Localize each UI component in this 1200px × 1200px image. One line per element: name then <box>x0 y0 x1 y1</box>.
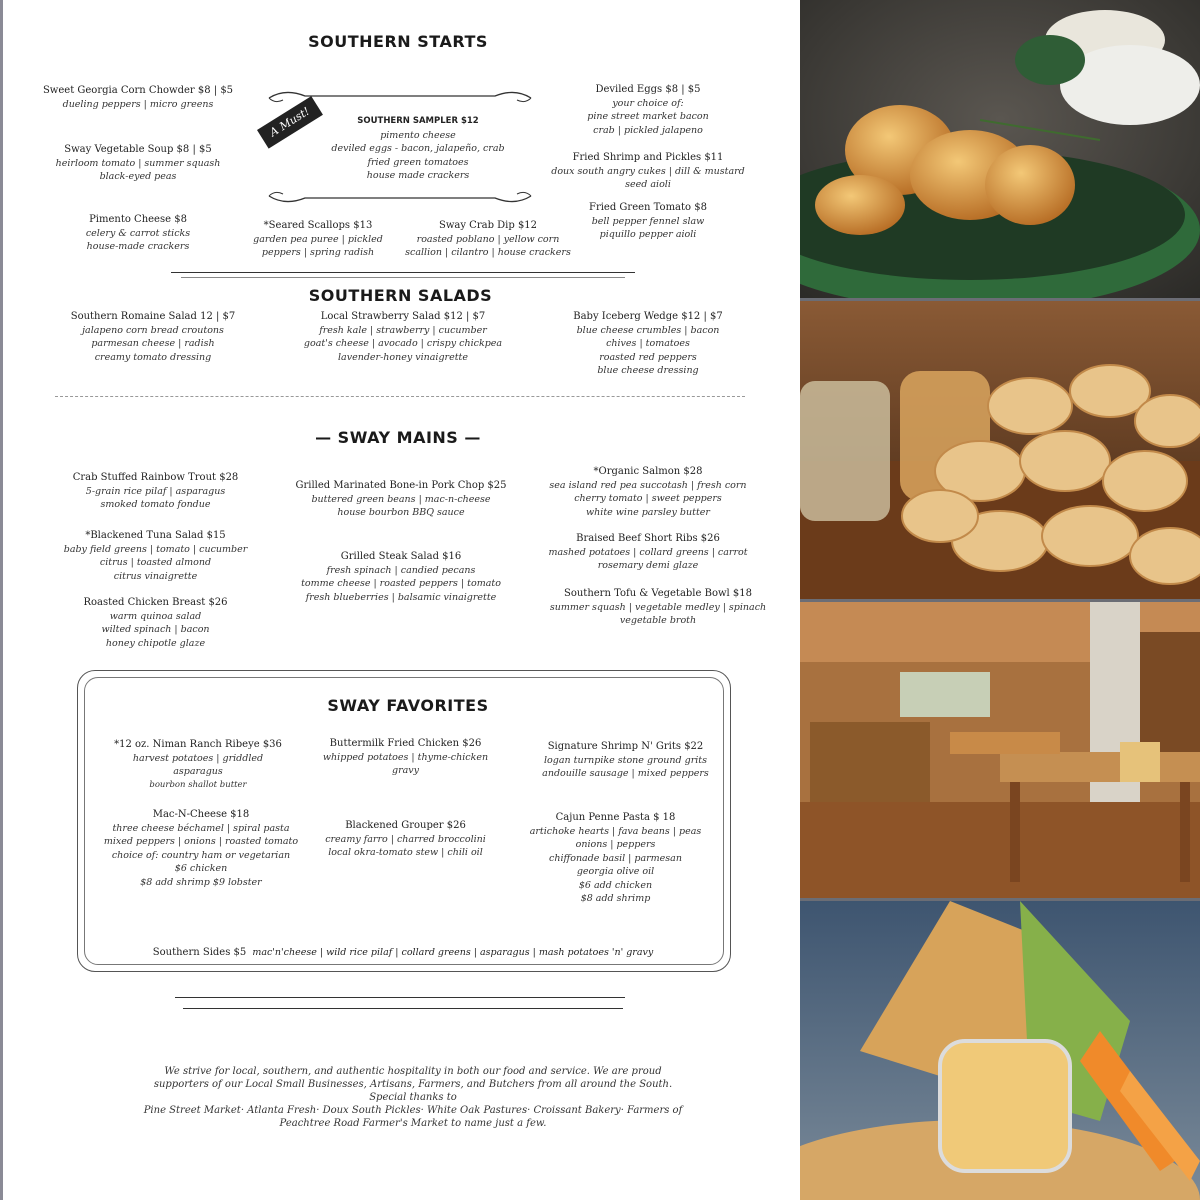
section-header-mains: — SWAY MAINS — <box>315 428 481 447</box>
divider-line <box>175 997 625 998</box>
menu-item: Sway Crab Dip $12 roasted poblano | yellow corn scallion | cilantro | house crackers <box>405 220 571 258</box>
menu-item: Fried Green Tomato $8 bell pepper fennel slaw piquillo pepper aioli <box>589 202 707 240</box>
divider-line <box>183 1008 623 1009</box>
sides-label: Southern Sides $5 <box>152 947 247 958</box>
menu-item: Grilled Steak Salad $16 fresh spinach | candied pecans tomme cheese | roasted peppers | tomato fresh blueberries | balsamic vinaigrette <box>301 551 501 603</box>
menu-item: *12 oz. Niman Ranch Ribeye $36 harvest potatoes | griddled asparagus bourbon shallot butter <box>114 739 282 790</box>
menu-item: Southern Romaine Salad 12 | $7 jalapeno corn bread croutons parmesan cheese | radish creamy tomato dressing <box>70 311 236 363</box>
menu-item: Sway Vegetable Soup $8 | $5 heirloom tomato | summer squash black-eyed peas <box>55 144 221 182</box>
menu-item: Roasted Chicken Breast $26 warm quinoa salad wilted spinach | bacon honey chipotle glaze <box>83 597 228 649</box>
menu-item: Buttermilk Fried Chicken $26 whipped potatoes | thyme-chicken gravy <box>322 738 489 776</box>
menu-item: Mac-N-Cheese $18 three cheese béchamel | spiral pasta mixed peppers | onions | roasted tomato choice of: country ham or vegetarian $6 chicken $8 add shrimp $9 lobster <box>103 809 299 888</box>
menu-item: *Seared Scallops $13 garden pea puree | pickled peppers | spring radish <box>253 220 383 258</box>
dashed-divider <box>55 396 745 397</box>
menu-item: Blackened Grouper $26 creamy farro | charred broccolini local okra-tomato stew | chili oil <box>325 820 486 858</box>
sampler-frame-bottom <box>265 190 535 210</box>
menu-item: *Organic Salmon $28 sea island red pea succotash | fresh corn cherry tomato | sweet peppers white wine parsley butter <box>549 466 747 518</box>
divider-line <box>181 277 625 278</box>
menu-item: Southern Tofu & Vegetable Bowl $18 summer squash | vegetable medley | spinach vegetable broth <box>549 588 767 626</box>
menu-item: Sweet Georgia Corn Chowder $8 | $5 dueling peppers | micro greens <box>42 85 234 110</box>
photo-pimento-cheese <box>800 901 1200 1200</box>
sides-list: mac'n'cheese | wild rice pilaf | collard greens | asparagus | mash potatoes 'n' gravy <box>252 947 654 958</box>
footer-statement: We strive for local, southern, and authentic hospitality in both our food and service. We are proud supporters of our Local Small Businesses, Artisans, Farmers, and Butchers from all around the South. Special thanks to Pine Street Market· Atlanta Fresh· Doux South Pickles· White Oak Pastures· Croissant Bakery· Farmers of Peachtree Road Farmer's Market to name just a few. <box>143 1066 683 1129</box>
menu-item: Grilled Marinated Bone-in Pork Chop $25 buttered green beans | mac-n-cheese house bourbon BBQ sauce <box>295 480 507 518</box>
menu-item: Crab Stuffed Rainbow Trout $28 5-grain rice pilaf | asparagus smoked tomato fondue <box>72 472 239 510</box>
menu-item-sampler: SOUTHERN SAMPLER $12 pimento cheese deviled eggs - bacon, jalapeño, crab fried green tomatoes house made crackers <box>331 116 505 181</box>
southern-sides-line <box>93 947 713 958</box>
menu-item: Cajun Penne Pasta $ 18 artichoke hearts | fava beans | peas onions | peppers chiffonade basil | parmesan georgia olive oil $6 add chicken $8 add shrimp <box>529 812 702 904</box>
photo-dining-room <box>800 602 1200 898</box>
a-must-badge: A Must! <box>257 96 323 149</box>
menu-item: Signature Shrimp N' Grits $22 logan turnpike stone ground grits andouille sausage | mixed peppers <box>542 741 709 779</box>
menu-item: *Blackened Tuna Salad $15 baby field greens | tomato | cucumber citrus | toasted almond citrus vinaigrette <box>63 530 248 582</box>
divider-line <box>171 272 635 273</box>
section-header-starts: SOUTHERN STARTS <box>308 32 488 51</box>
menu-item: Fried Shrimp and Pickles $11 doux south angry cukes | dill & mustard seed aioli <box>551 152 745 190</box>
photo-biscuits <box>800 301 1200 599</box>
menu-item: Braised Beef Short Ribs $26 mashed potatoes | collard greens | carrot rosemary demi glaze <box>548 533 748 571</box>
menu-item: Pimento Cheese $8 celery & carrot sticks house-made crackers <box>85 214 191 252</box>
section-header-favorites: SWAY FAVORITES <box>327 696 489 715</box>
menu-item: Deviled Eggs $8 | $5 your choice of: pine street market bacon crab | pickled jalapeno <box>587 84 709 136</box>
section-header-salads: SOUTHERN SALADS <box>308 286 493 305</box>
photo-fried-chicken <box>800 0 1200 298</box>
photo-column <box>800 0 1200 1200</box>
menu-item: Local Strawberry Salad $12 | $7 fresh kale | strawberry | cucumber goat's cheese | avocado | crispy chickpea lavender-honey vinaigrette <box>303 311 503 363</box>
menu-item: Baby Iceberg Wedge $12 | $7 blue cheese crumbles | bacon chives | tomatoes roasted red peppers blue cheese dressing <box>573 311 723 376</box>
